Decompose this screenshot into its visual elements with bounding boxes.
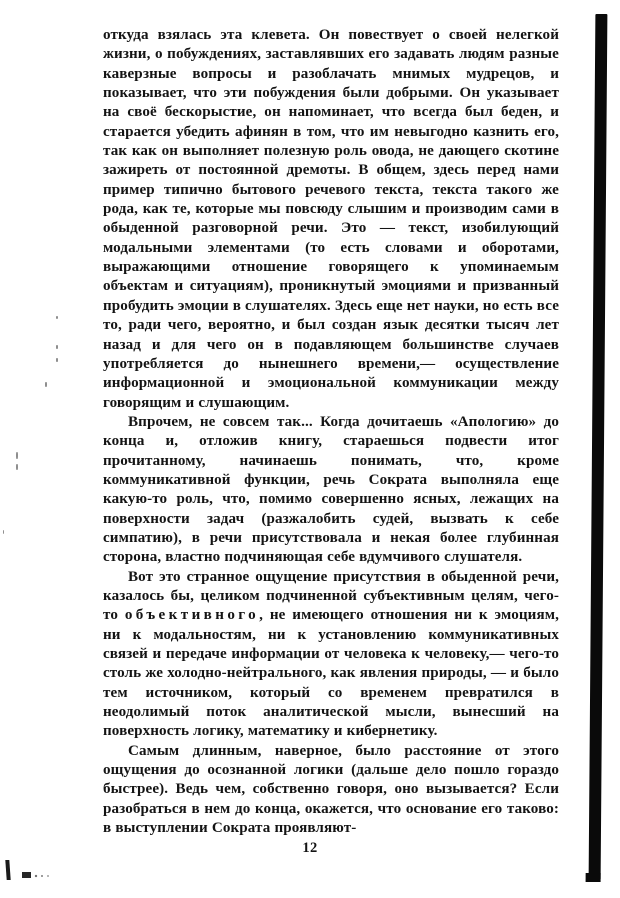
- page-number: 12: [302, 840, 318, 856]
- scan-speck: [56, 316, 58, 319]
- scan-speck: [3, 530, 4, 534]
- scan-corner-dots: [34, 874, 50, 878]
- paragraph-4: Самым длинным, наверное, было расстояние от этого ощущения до осознанной логики (дальше дело пошло гораздо быстрее). Ведь чем, собственно говоря, оно вызывается? Если разобраться в нем до конца, окажется, что основание его таково: в выступлении Сократа проявляют-: [103, 742, 559, 837]
- binding-shadow-artifact: [589, 14, 608, 880]
- paragraph-3-segment-lead: Вот это странное ощущение присутствия в обыденной речи, казалось бы, целиком подчиненной субъективным целям, чего-то: [103, 568, 559, 624]
- paragraph-3: [103, 568, 559, 742]
- body-text-column: [103, 26, 559, 838]
- paragraph-3-segment-tail: , не имеющего отношения ни к эмоциям, ни к модальностям, ни к установлению коммуникативных связей и передаче информации от человека к человеку,— чего-то столь же холодно-нейтрального, как явления природы, — и было тем источником, который со временем превратился в неодолимый поток аналитической мысли, вынесший на поверхность логику, математику и кибернетику.: [103, 607, 559, 740]
- scan-speck: [56, 358, 58, 362]
- scan-corner-mark: [5, 860, 10, 880]
- scan-speck: [16, 452, 18, 459]
- scan-speck: [45, 382, 47, 387]
- paragraph-2: Впрочем, не совсем так... Когда дочитаешь «Апологию» до конца и, отложив книгу, стараешься подвести итог прочитанному, начинаешь понимать, что, кроме коммуникативной функции, речь Сократа выполняла еще какую-то роль, что, помимо совершенно ясных, лежащих на поверхности задач (разжалобить судей, вызвать к себе симпатию), в речи присутствовала и некая более глубинная сторона, властно подчиняющая себе вдумчивого слушателя.: [103, 413, 559, 566]
- scan-speck: [16, 464, 18, 470]
- scan-speck: [56, 345, 58, 349]
- paragraph-1: откуда взялась эта клевета. Он повествует о своей нелегкой жизни, о побуждениях, заставлявших его задавать людям разные каверзные вопросы и разоблачать мнимых мудрецов, и показывает, что эти побуждения были добрыми. Он указывает на своё бескорыстие, он напоминает, что всегда был беден, и старается убедить афинян в том, что им невыгодно казнить его, так как он выполняет полезную роль овода, не дающего скотине зажиреть от постоянной дремоты. В общем, здесь перед нами пример типично бытового речевого текста, текста такого же рода, как те, которые мы повсюду слышим и производим сами в обыденной разговорной речи. Это — текст, изобилующий модальными элементами (то есть словами и оборотами, выражающими отношение говорящего к упоминаемым объектам и ситуациям), проникнутый эмоциями и призванный пробудить эмоции в слушателях. Здесь еще нет науки, но есть все то, ради чего, вероятно, и был создан язык десятки тысяч лет назад и для чего он в подавляющем большинстве случаев употребляется до нынешнего времени,— осуществление информационной и эмоциональной коммуникации между говорящим и слушающим.: [103, 27, 559, 411]
- emphasis-objective: объективного: [124, 607, 260, 624]
- scan-corner-dash: [22, 872, 31, 878]
